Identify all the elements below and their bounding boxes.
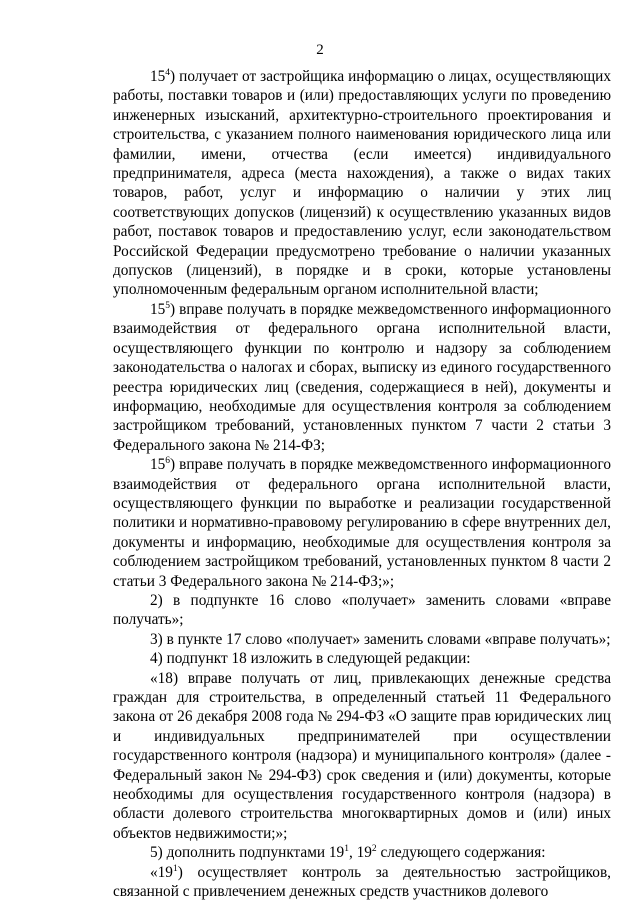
- paragraph: [113, 669, 611, 844]
- superscript-index: 6: [165, 456, 171, 467]
- paragraph-text: 4) подпункт 18 изложить в следующей редакции:: [150, 650, 471, 668]
- paragraph-text: ) вправе получать в порядке межведомственного информационного взаимодействия от федерального органа исполнительной власти, осуществляющего функции по выработке и реализации государственной политики и нормативно-правовому регулированию в сфере внутренних дел, документы и информацию, необходимые для осуществления контроля за соблюдением застройщиком требований, установленных пунктом 8 части 2 статьи 3 Федерального закона № 214-ФЗ;»;: [113, 456, 611, 590]
- superscript-index: 4: [165, 68, 171, 78]
- paragraph-text: 5) дополнить подпунктами 19: [150, 844, 345, 862]
- paragraph: [113, 455, 611, 591]
- superscript-index: 1: [172, 863, 178, 874]
- superscript-index: 1: [344, 844, 349, 855]
- paragraph: [113, 843, 611, 862]
- paragraph-text: «19: [150, 863, 173, 881]
- paragraph-text: ) получает от застройщика информацию о лицах, осуществляющих работы, поставки товаров и (или) предоставляющих услуги по проведению инженерных изысканий, архитектурно-строительного проектирования и строительства, с указанием полного наименования юридического лица или фамилии, имени, отчества (если имеется) индивидуального предпринимателя, адреса (места нахождения), а также о видах таких товаров, работ, услуг и информацию о наличии у этих лиц соответствующих допусков (лицензий) к осуществлению указанных видов работ, поставок товаров и предоставлению услуг, если законодательством Российской Федерации предусмотрено требование о наличии указанных допусков (лицензий), в порядке и в сроки, которые установлены уполномоченным федеральным органом исполнительной власти;: [113, 68, 611, 299]
- paragraph-text: «18) вправе получать от лиц, привлекающих денежные средства граждан для строительства, в определенный статьей 11 Федерального закона от 26 декабря 2008 года № 294-ФЗ «О защите прав юридических лиц и индивидуальных предпринимателей при осуществлении государственного контроля (надзора) и муниципального контроля» (далее - Федеральный закон № 294-ФЗ) срок сведения и (или) документы, которые необходимы для осуществления государственного контроля (надзора) в области долевого строительства многоквартирных домов и (или) иных объектов недвижимости;»;: [113, 669, 611, 842]
- paragraph: [113, 300, 611, 455]
- paragraph-text: ) осуществляет контроль за деятельностью застройщиков, связанной с привлечением денежных средств участников долевого: [113, 863, 611, 901]
- paragraph-text: 3) в пункте 17 слово «получает» заменить словами «вправе получать»;: [150, 630, 611, 648]
- paragraph-text: , 19: [348, 844, 372, 862]
- paragraph-text: ) вправе получать в порядке межведомственного информационного взаимодействия от федерального органа исполнительной власти, осуществляющего функции по контролю и надзору за соблюдением законодательства о налогах и сборах, выписку из единого государственного реестра юридических лиц (сведения, содержащиеся в ней), документы и информацию, необходимые для осуществления контроля за соблюдением застройщиком требований, установленных пунктом 7 части 2 статьи 3 Федерального закона № 214-ФЗ;: [113, 300, 611, 454]
- paragraph: [113, 649, 611, 668]
- superscript-index: 5: [165, 300, 171, 311]
- page-number: 2: [316, 42, 324, 58]
- document-body: [113, 67, 611, 901]
- paragraph-text: 2) в подпункте 16 слово «получает» заменить словами «вправе получать»;: [113, 591, 611, 629]
- paragraph: [113, 630, 611, 649]
- paragraph-text: 15: [150, 68, 166, 85]
- paragraph-text: 15: [150, 456, 166, 474]
- paragraph-text: 15: [150, 300, 166, 318]
- paragraph: [113, 591, 611, 630]
- paragraph: [113, 67, 611, 300]
- paragraph: [113, 863, 611, 902]
- paragraph-text: следующего содержания:: [376, 844, 546, 862]
- superscript-index: 2: [371, 844, 377, 855]
